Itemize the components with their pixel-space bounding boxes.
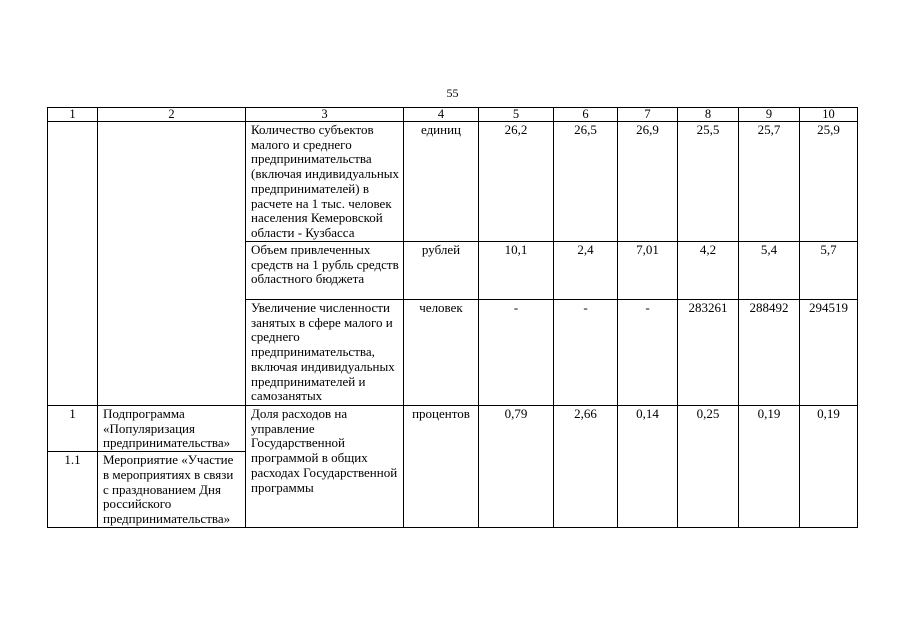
event-name-cell: Мероприятие «Участие в мероприятиях в связи с празднованием Дня российского предпринимательства»: [98, 452, 246, 528]
value-cell: 5,4: [739, 242, 800, 300]
value-cell: 7,01: [618, 242, 678, 300]
header-cell-2: 2: [98, 108, 246, 122]
header-cell-6: 6: [554, 108, 618, 122]
header-cell-3: 3: [246, 108, 404, 122]
value-cell: 0,25: [678, 406, 739, 528]
value-cell: 25,7: [739, 122, 800, 242]
value-cell: 25,9: [800, 122, 858, 242]
value-cell: -: [618, 300, 678, 406]
value-cell: 0,19: [800, 406, 858, 528]
indicator-cell: Количество субъектов малого и среднего предпринимательства (включая индивидуальных предпринимателей) в расчете на 1 тыс. человек населения Кемеровской области - Кузбасса: [246, 122, 404, 242]
value-cell: -: [554, 300, 618, 406]
empty-name-cell: [98, 122, 246, 406]
table-row: [48, 122, 858, 242]
value-cell: 2,4: [554, 242, 618, 300]
header-cell-1: 1: [48, 108, 98, 122]
value-cell: 25,5: [678, 122, 739, 242]
unit-cell: единиц: [404, 122, 479, 242]
subprogram-number-cell: 1: [48, 406, 98, 452]
value-cell: -: [479, 300, 554, 406]
header-cell-8: 8: [678, 108, 739, 122]
value-cell: 283261: [678, 300, 739, 406]
header-cell-10: 10: [800, 108, 858, 122]
value-cell: 294519: [800, 300, 858, 406]
table-header-row: [48, 108, 858, 122]
header-cell-9: 9: [739, 108, 800, 122]
value-cell: 26,2: [479, 122, 554, 242]
indicators-table: [47, 107, 858, 528]
value-cell: 5,7: [800, 242, 858, 300]
subprogram-name-cell: Подпрограмма «Популяризация предпринимательства»: [98, 406, 246, 452]
indicator-cell: Доля расходов на управление Государственной программой в общих расходах Государственной программы: [246, 406, 404, 528]
value-cell: 10,1: [479, 242, 554, 300]
unit-cell: человек: [404, 300, 479, 406]
header-cell-7: 7: [618, 108, 678, 122]
indicator-cell: Объем привлеченных средств на 1 рубль средств областного бюджета: [246, 242, 404, 300]
value-cell: 2,66: [554, 406, 618, 528]
value-cell: 26,9: [618, 122, 678, 242]
unit-cell: процентов: [404, 406, 479, 528]
page-number: 55: [446, 86, 459, 100]
empty-number-cell: [48, 122, 98, 406]
value-cell: 0,19: [739, 406, 800, 528]
value-cell: 288492: [739, 300, 800, 406]
value-cell: 4,2: [678, 242, 739, 300]
subprogram-row: [48, 406, 858, 452]
value-cell: 0,14: [618, 406, 678, 528]
value-cell: 0,79: [479, 406, 554, 528]
unit-cell: рублей: [404, 242, 479, 300]
event-number-cell: 1.1: [48, 452, 98, 528]
header-cell-5: 5: [479, 108, 554, 122]
header-cell-4: 4: [404, 108, 479, 122]
indicator-cell: Увеличение численности занятых в сфере малого и среднего предпринимательства, включая индивидуальных предпринимателей и самозанятых: [246, 300, 404, 406]
value-cell: 26,5: [554, 122, 618, 242]
